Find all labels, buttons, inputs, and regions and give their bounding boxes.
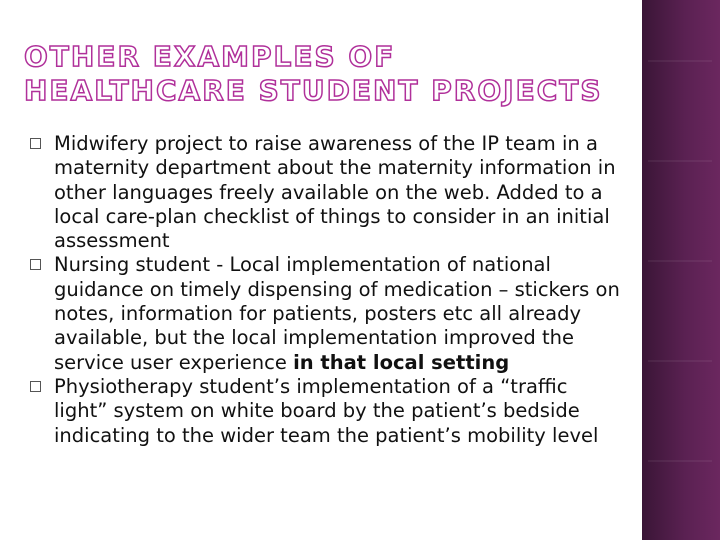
list-item [30, 375, 620, 448]
bullet-emphasis: in that local setting [293, 350, 510, 374]
panel-stripe [648, 360, 712, 362]
panel-stripe [648, 60, 712, 62]
bullet-text: Midwifery project to raise awareness of the IP team in a maternity department about the maternity information in other languages freely available on the web. Added to a local care-plan checklist of things to consider in an initial assessment [54, 132, 616, 253]
bullet-text: Physiotherapy student’s implementation of a “traffic light” system on white board by the patient’s bedside indicating to the wider team the patient’s mobility level [54, 374, 599, 447]
panel-stripe [648, 160, 712, 162]
list-item [30, 132, 620, 253]
slide-title: OTHER EXAMPLES OF HEALTHCARE STUDENT PROJECTS [24, 40, 603, 107]
checkbox-bullet-icon [30, 259, 41, 270]
checkbox-bullet-icon [30, 138, 41, 149]
bullet-list [30, 132, 620, 448]
bullet-text: Nursing student - Local implementation of national guidance on timely dispensing of medication – stickers on notes, information for patients, posters etc all already available, but the local implementation improved the service user experience [54, 253, 620, 374]
panel-stripe [648, 260, 712, 262]
decorative-side-panel [642, 0, 720, 540]
panel-stripe [648, 460, 712, 462]
list-item [30, 253, 620, 374]
checkbox-bullet-icon [30, 381, 41, 392]
